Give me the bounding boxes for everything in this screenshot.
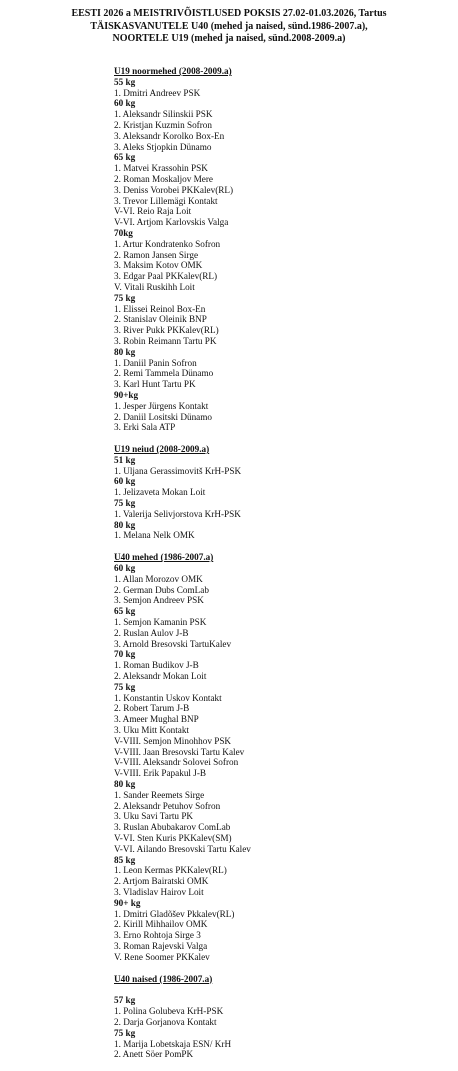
result-line: 3. Vladislav Hairov Loit [114,886,204,897]
section-title: U19 neiud (2008-2009.a) [114,444,210,455]
result-line: 3. Karl Hunt Tartu PK [114,379,196,390]
weight-class-label: 65 kg [114,606,136,617]
weight-class-label: 60 kg [114,98,136,109]
result-line: 3. Trevor Lillemägi Kontakt [114,195,218,206]
weight-class-label: 80 kg [114,779,136,789]
result-line: 3. Uku Mitt Kontakt [114,725,190,736]
result-line: 3. Erki Sala ATP [114,422,176,433]
weight-class-label: 90+ kg [114,897,141,908]
result-line: 2. Kirill Mihhailov OMK [114,919,208,930]
weight-class-label: 75 kg [114,1027,136,1038]
result-line: V-VIII. Jaan Bresovski Tartu Kalev [114,746,245,757]
result-line: 3. Robin Reimann Tartu PK [114,335,217,346]
result-line: 2. Aleksandr Mokan Loit [114,671,207,682]
result-line: 1. Polina Golubeva KrH-PSK [114,1006,224,1017]
result-line: 2. German Dubs ComLab [114,584,209,595]
result-line: 3. Erno Rohtoja Sirge 3 [114,930,201,941]
result-line: 1. Artur Kondratenko Sofron [114,238,221,249]
result-line: 2. Remi Tammela Dünamo [114,368,214,379]
result-line: 2. Roman Moskaljov Mere [114,173,214,184]
result-line: 1. Marija Lobetskaja ESN/ KrH [114,1038,232,1049]
weight-class-label: 60 kg [114,563,136,574]
result-line: 1. Dmitri Gladõšev Pkkalev(RL) [114,908,235,919]
result-line: 3. Maksim Kotov OMK [114,260,203,271]
result-line: 2. Kristjan Kuzmin Sofron [114,119,212,130]
result-line: V. Vitali Ruskihh Loit [114,281,195,292]
result-line: 1. Konstantin Uskov Kontakt [114,692,222,703]
result-line: 2. Daniil Lositski Dünamo [114,411,212,422]
results-section [114,552,444,962]
result-line: 1. Roman Budikov J-B [114,660,199,671]
result-line: 3. Aleksandr Korolko Box-En [114,130,225,141]
section-title: U19 noormehed (2008-2009.a) [114,66,232,76]
result-line: 1. Matvei Krassohin PSK [114,163,208,174]
header-line: TÄISKASVANUTELE U40 (mehed ja naised, sünd.1986-2007.a), [90,20,368,32]
result-line: 3. Ameer Mughal BNP [114,714,199,725]
result-line: 1. Elissei Reinol Box-En [114,303,206,314]
result-line: 3. Semjon Andreev PSK [114,595,204,606]
result-line: V-VI. Reio Raja Loit [114,206,192,217]
result-line: 2. Ramon Jansen Sirge [114,249,199,260]
result-line: V-VI. Artjom Karlovskis Valga [114,217,229,228]
result-line: 1. Semjon Kamanin PSK [114,617,207,628]
weight-class-label: 85 kg [114,854,136,865]
header-line: EESTI 2026 a MEISTRIVÕISTLUSED POKSIS 27.02-01.03.2026, Tartus [71,8,387,19]
result-line: V-VIII. Semjon Minohhov PSK [114,735,232,746]
weight-class-label: 57 kg [114,995,136,1006]
weight-class-label: 75 kg [114,292,136,303]
result-line: 3. River Pukk PKKalev(RL) [114,325,219,336]
result-line: 1. Allan Morozov OMK [114,573,203,584]
weight-class-label: 51 kg [114,454,136,465]
result-line: 2. Aleksandr Petuhov Sofron [114,800,221,811]
result-line: 3. Deniss Vorobei PKKalev(RL) [114,184,234,195]
result-line: 2. Stanislav Oleinik BNP [114,314,207,325]
result-line: 1. Jelizaveta Mokan Loit [114,487,206,498]
result-line: 2. Anett Söer PomPK [114,1049,194,1060]
result-line: 1. Valerija Selivjorstova KrH-PSK [114,508,241,519]
result-line: 2. Robert Tarum J-B [114,703,190,714]
weight-class-label: 80 kg [114,346,136,357]
results-section [114,444,444,541]
header-line: NOORTELE U19 (mehed ja naised, sünd.2008-2009.a) [112,33,346,44]
result-line: V-VI. Sten Kuris PKKalev(SM) [114,832,232,843]
result-line: 2. Darja Gorjanova Kontakt [114,1016,217,1027]
result-line: 3. Edgar Paal PKKalev(RL) [114,271,218,282]
result-line: 1. Aleksandr Silinskii PSK [114,109,213,120]
weight-class-label: 80 kg [114,519,136,530]
result-line: 1. Jesper Jürgens Kontakt [114,400,209,411]
weight-class-label: 75 kg [114,498,136,509]
weight-class-label: 75 kg [114,681,136,692]
result-line: 3. Aleks Stjopkin Dünamo [114,141,212,152]
result-line: V-VI. Ailando Bresovski Tartu Kalev [114,843,251,854]
weight-class-label: 70 kg [114,649,136,660]
section-title: U40 mehed (1986-2007.a) [114,552,214,563]
results-section [114,66,444,433]
result-line: 3. Roman Rajevski Valga [114,940,208,951]
weight-class-label: 55 kg [114,76,136,87]
result-line: 1. Uljana Gerassimovitš KrH-PSK [114,465,242,476]
section-title: U40 naised (1986-2007.a) [114,973,213,984]
results-content [114,66,444,1071]
result-line: 3. Uku Savi Tartu PK [114,811,194,822]
result-line: 3. Arnold Bresovski TartuKalev [114,638,232,649]
weight-class-label: 65 kg [114,152,136,163]
results-section [114,974,444,1061]
weight-class-label: 70kg [114,227,133,238]
result-line: 1. Dmitri Andreev PSK [114,87,201,98]
result-line: 3. Ruslan Abubakarov ComLab [114,822,231,833]
weight-class-label: 90+kg [114,389,139,400]
result-line: V-VIII. Erik Papakul J-B [114,768,207,779]
result-line: V-VIII. Aleksandr Solovei Sofron [114,757,239,768]
weight-class-label: 60 kg [114,476,136,487]
result-line: V. Rene Soomer PKKalev [114,951,210,962]
result-line: 1. Melana Nelk OMK [114,530,195,541]
result-line: 1. Leon Kermas PKKalev(RL) [114,865,227,876]
result-line: 2. Ruslan Aulov J-B [114,627,189,638]
result-line: 1. Sander Reemets Sirge [114,789,205,800]
result-line: 1. Daniil Panin Sofron [114,357,197,368]
document-header [0,8,458,46]
result-line: 2. Artjom Bairatski OMK [114,876,209,887]
